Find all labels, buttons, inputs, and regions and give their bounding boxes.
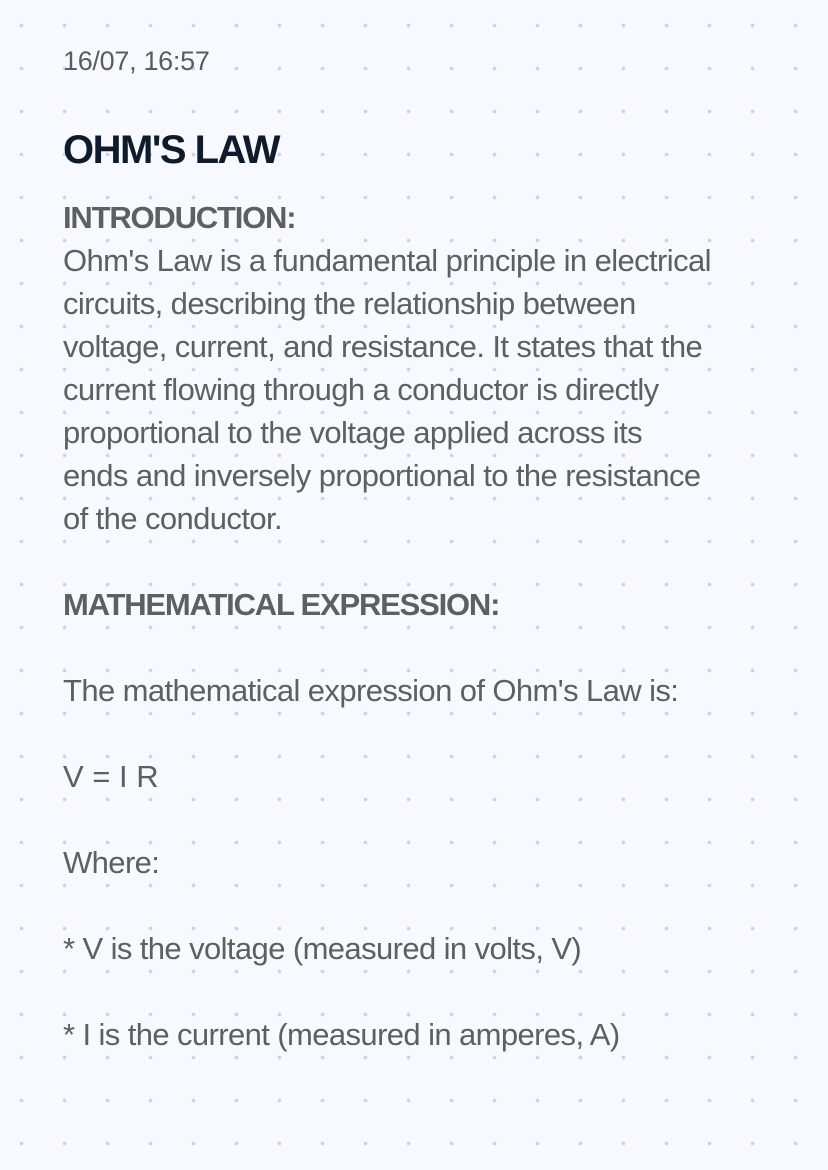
note-timestamp: 16/07, 16:57	[63, 46, 210, 76]
where-label: Where:	[63, 845, 160, 880]
ohms-law-formula: V = I R	[63, 759, 159, 794]
introduction-line: Ohm's Law is a fundamental principle in electrical	[63, 243, 711, 278]
paragraph-gap	[63, 712, 783, 755]
note-body[interactable]	[63, 196, 783, 1056]
introduction-heading: INTRODUCTION:	[63, 200, 296, 235]
math-expression-intro: The mathematical expression of Ohm's Law is:	[63, 673, 679, 708]
introduction-line: circuits, describing the relationship between	[63, 286, 636, 321]
introduction-line: current flowing through a conductor is directly	[63, 372, 659, 407]
paragraph-gap	[63, 626, 783, 669]
definition-item: * V is the voltage (measured in volts, V)	[63, 931, 582, 966]
introduction-line: ends and inversely proportional to the resistance	[63, 458, 701, 493]
math-expression-heading: MATHEMATICAL EXPRESSION:	[63, 587, 500, 622]
paragraph-gap	[63, 884, 783, 927]
definition-item: * I is the current (measured in amperes, A)	[63, 1017, 620, 1052]
paragraph-gap	[63, 798, 783, 841]
note-title[interactable]: OHM'S LAW	[63, 128, 279, 172]
introduction-line: proportional to the voltage applied across its	[63, 415, 642, 450]
introduction-line: voltage, current, and resistance. It states that the	[63, 329, 703, 364]
paragraph-gap	[63, 970, 783, 1013]
introduction-line: of the conductor.	[63, 501, 283, 536]
paragraph-gap	[63, 540, 783, 583]
